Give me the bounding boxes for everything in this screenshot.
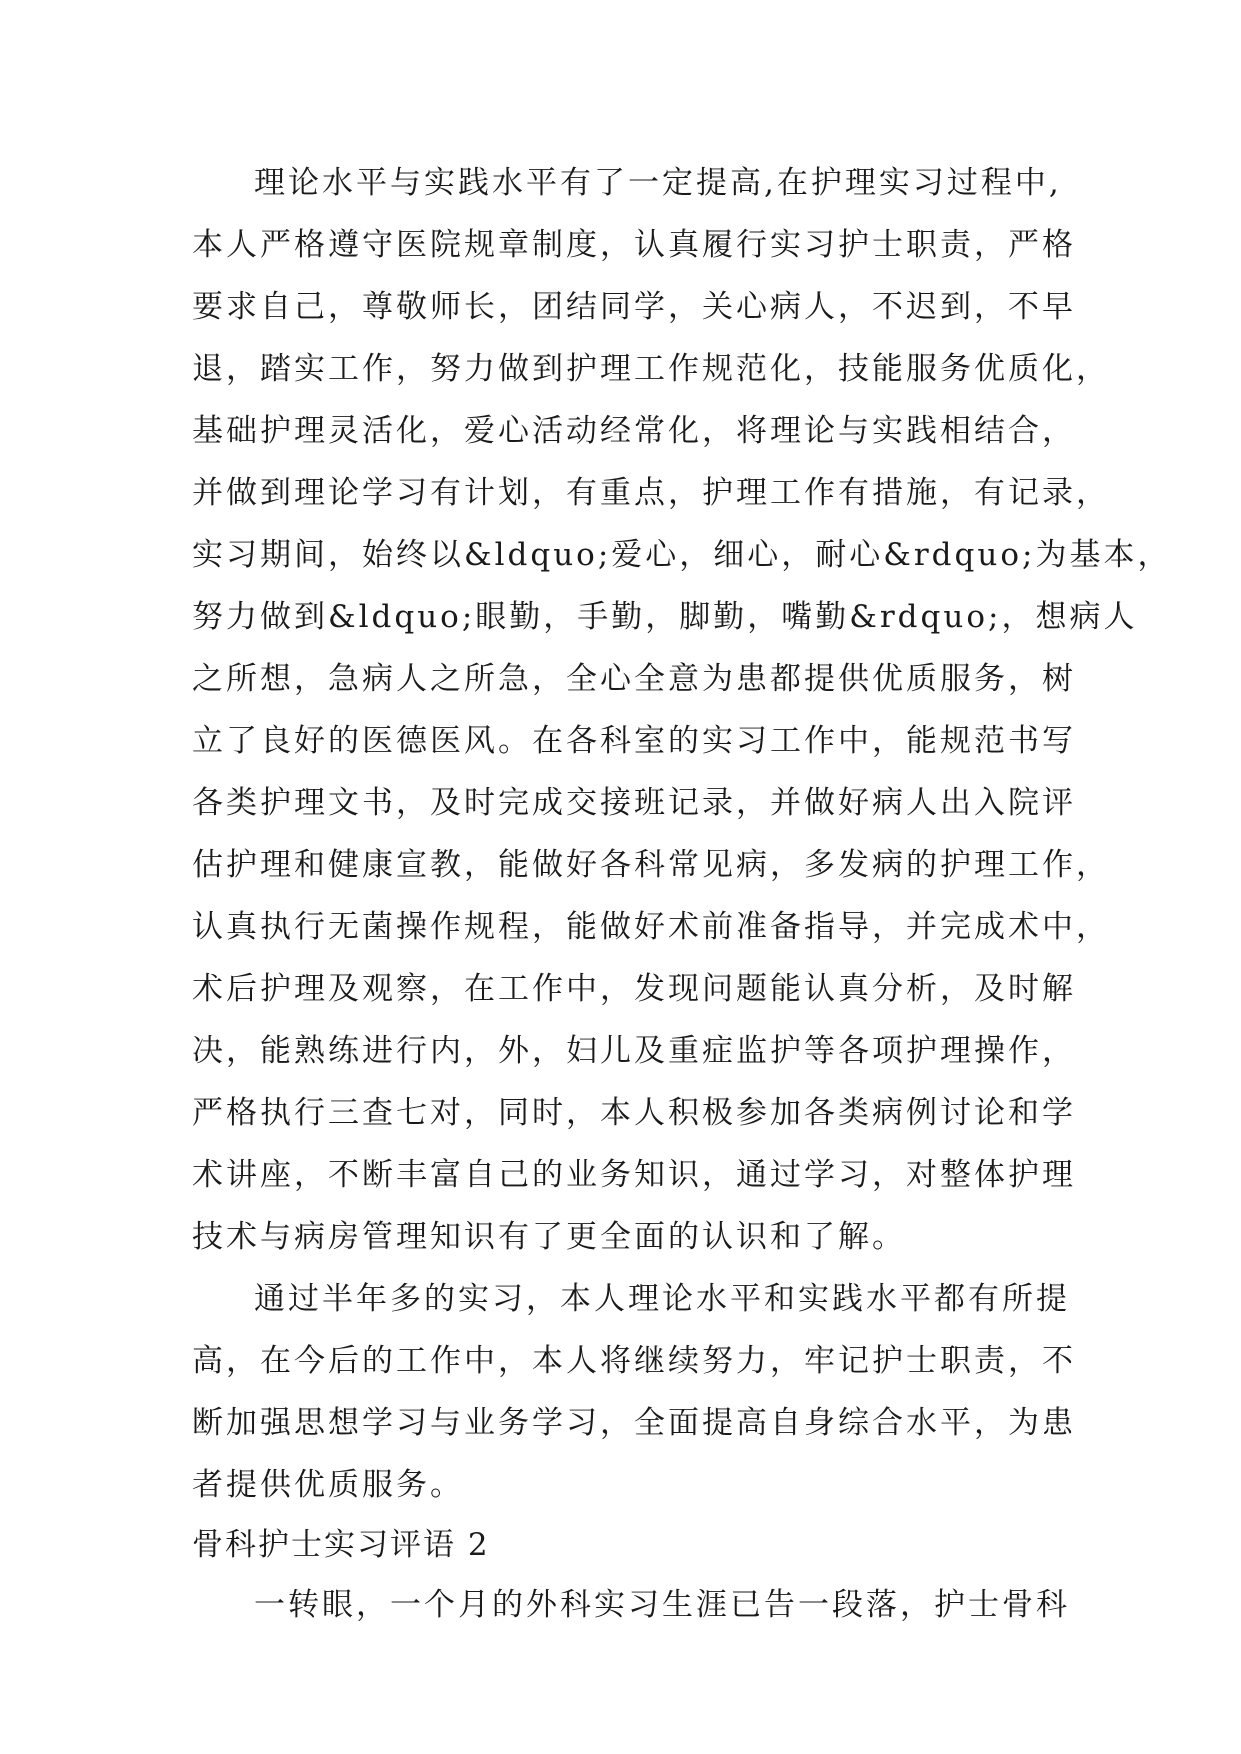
paragraph-line: 高，在今后的工作中，本人将继续努力，牢记护士职责，不 xyxy=(192,1343,1076,1379)
paragraph-line: 术后护理及观察，在工作中，发现问题能认真分析，及时解 xyxy=(192,971,1076,1007)
paragraph-line: 严格执行三查七对，同时，本人积极参加各类病例讨论和学 xyxy=(192,1095,1076,1131)
paragraph-line: 估护理和健康宣教，能做好各科常见病，多发病的护理工作， xyxy=(192,847,1110,883)
paragraph-line: 之所想，急病人之所急，全心全意为患都提供优质服务，树 xyxy=(192,661,1076,697)
paragraph-line: 认真执行无菌操作规程，能做好术前准备指导，并完成术中， xyxy=(192,909,1110,945)
paragraph-line: 并做到理论学习有计划，有重点，护理工作有措施，有记录， xyxy=(192,475,1110,511)
paragraph-line: 通过半年多的实习，本人理论水平和实践水平都有所提 xyxy=(254,1281,1070,1317)
paragraph-line: 一转眼，一个月的外科实习生涯已告一段落，护士骨科 xyxy=(254,1587,1070,1623)
paragraph-line: 努力做到&ldquo;眼勤，手勤，脚勤，嘴勤&rdquo;，想病人 xyxy=(192,599,1138,635)
paragraph-line: 基础护理灵活化，爱心活动经常化，将理论与实践相结合， xyxy=(192,413,1076,449)
paragraph-line: 断加强思想学习与业务学习，全面提高自身综合水平，为患 xyxy=(192,1405,1076,1441)
paragraph-line: 本人严格遵守医院规章制度，认真履行实习护士职责，严格 xyxy=(192,227,1076,263)
paragraph-line: 理论水平与实践水平有了一定提高,在护理实习过程中, xyxy=(254,165,1062,201)
paragraph-line: 各类护理文书，及时完成交接班记录，并做好病人出入院评 xyxy=(192,785,1076,821)
section-heading: 骨科护士实习评语 2 xyxy=(192,1527,490,1563)
paragraph-line: 实习期间，始终以&ldquo;爱心，细心，耐心&rdquo;为基本， xyxy=(192,537,1172,573)
paragraph-line: 术讲座，不断丰富自己的业务知识，通过学习，对整体护理 xyxy=(192,1157,1076,1193)
paragraph-line: 者提供优质服务。 xyxy=(192,1467,464,1503)
paragraph-line: 技术与病房管理知识有了更全面的认识和了解。 xyxy=(192,1219,906,1255)
paragraph-line: 立了良好的医德医风。在各科室的实习工作中，能规范书写 xyxy=(192,723,1076,759)
paragraph-line: 决，能熟练进行内，外，妇儿及重症监护等各项护理操作， xyxy=(192,1033,1076,1069)
paragraph-line: 要求自己，尊敬师长，团结同学，关心病人，不迟到，不早 xyxy=(192,289,1076,325)
paragraph-line: 退，踏实工作，努力做到护理工作规范化，技能服务优质化， xyxy=(192,351,1110,387)
